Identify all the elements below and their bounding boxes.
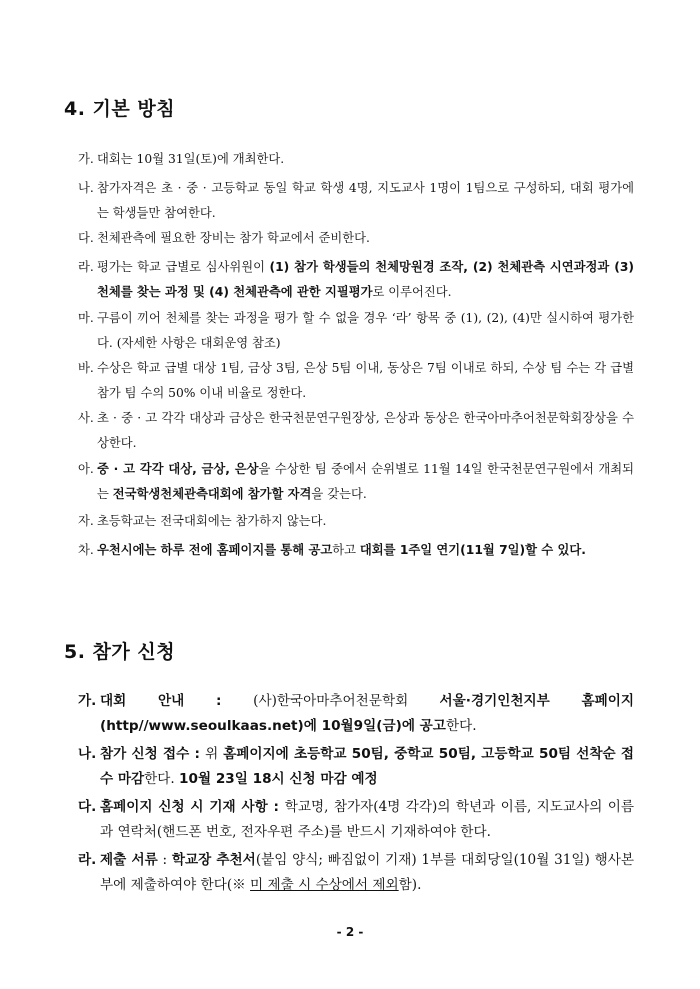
item-bold-text: 홈페이지에 초등학교 50팀, 중학교 50팀, 고등학교 50팀 선착순 접수 마감 xyxy=(100,746,635,787)
item-text: 초등학교는 전국대회에는 참가하지 않는다. xyxy=(97,514,327,528)
list-item xyxy=(78,255,634,305)
page-number: - 2 - xyxy=(336,925,364,939)
list-item xyxy=(78,795,634,845)
item-text: 구름이 끼어 천체를 찾는 과정을 평가 할 수 없을 경우 ‘라’ 항목 중 (1), (2), (4)만 실시하여 평가한다. (자세한 사항은 대회운영 참조) xyxy=(97,311,634,350)
item-text: 한다. xyxy=(445,718,477,734)
item-text: : xyxy=(157,852,172,868)
list-item xyxy=(78,848,634,898)
item-bold-text: 10월 23일 18시 신청 마감 예정 xyxy=(179,771,378,787)
list-item xyxy=(78,356,634,406)
section-4-title: 4. 기본 방침 xyxy=(64,98,176,120)
list-item xyxy=(78,147,634,172)
item-text: 함). xyxy=(398,877,422,893)
item-text: 수상은 학교 급별 대상 1팀, 금상 3팀, 은상 5팀 이내, 동상은 7팀 이내로 하되, 수상 팀 수는 각 급별 참가 팀 수의 50% 이내 비율로 정한다. xyxy=(97,361,634,400)
item-text: 초 · 중 · 고 각각 대상과 금상은 한국천문연구원장상, 은상과 동상은 한국아마추어천문학회장상을 수상한다. xyxy=(97,411,634,450)
item-text: 을 수상한 팀 중에서 순위별로 11월 14일 한국천문연구원에서 개최되는 xyxy=(97,462,634,501)
list-item xyxy=(78,742,634,792)
item-text: 참가자격은 초 · 중 · 고등학교 동일 학교 학생 4명, 지도교사 1명이 1팀으로 구성하되, 대회 평가에는 학생들만 참여한다. xyxy=(97,181,634,220)
item-underlined-text: 미 제출 시 수상에서 제외 xyxy=(250,877,399,893)
item-bold-text: 대회 안내 : xyxy=(100,693,254,709)
item-marker: 나. xyxy=(78,181,94,195)
item-marker: 자. xyxy=(78,514,94,528)
item-bold-text: 학교장 추천서 xyxy=(171,852,256,868)
item-bold-text: 서울·경기인천지부 홈페이지(http//www.seoulkaas.net)에 10월9일(금)에 공고 xyxy=(100,693,634,734)
item-marker: 나. xyxy=(78,746,97,762)
item-marker: 다. xyxy=(78,231,94,245)
item-marker: 아. xyxy=(78,462,94,476)
item-text: 하고 xyxy=(332,543,360,557)
list-item xyxy=(78,226,634,251)
item-marker: 사. xyxy=(78,411,94,425)
item-bold-text: 대회를 1주일 연기(11월 7일)할 수 있다. xyxy=(359,543,586,557)
list-item xyxy=(78,538,634,563)
item-text: 로 이루어진다. xyxy=(372,285,452,299)
list-item xyxy=(78,306,634,356)
item-text: 천체관측에 필요한 장비는 참가 학교에서 준비한다. xyxy=(97,231,370,245)
list-item xyxy=(78,406,634,456)
item-bold-text: 중 · 고 각각 대상, 금상, 은상 xyxy=(97,462,259,476)
list-item xyxy=(78,457,634,507)
item-marker: 바. xyxy=(78,361,94,375)
item-text: 을 갖는다. xyxy=(311,487,367,501)
item-marker: 가. xyxy=(78,693,97,709)
item-marker: 가. xyxy=(78,152,94,166)
item-text: 위 xyxy=(205,746,224,762)
item-marker: 다. xyxy=(78,799,97,815)
item-bold-text: 우천시에는 하루 전에 홈페이지를 통해 공고 xyxy=(97,543,333,557)
item-bold-text: 제출 서류 xyxy=(100,852,158,868)
item-text: 학교명, 참가자(4명 각각)의 학년과 이름, 지도교사의 이름과 연락처(핸드폰 번호, 전자우편 주소)를 반드시 기재하여야 한다. xyxy=(100,799,634,840)
item-text: 한다. xyxy=(144,771,180,787)
item-text: 평가는 학교 급별로 심사위원이 xyxy=(97,260,270,274)
item-text: 대회는 10월 31일(토)에 개최한다. xyxy=(97,152,285,166)
item-bold-text: 참가 신청 접수 : xyxy=(100,746,206,762)
list-item xyxy=(78,176,634,226)
item-bold-text: (1) 참가 학생들의 천체망원경 조작, (2) 천체관측 시연과정과 (3) 천체를 찾는 과정 및 (4) 천체관측에 관한 지필평가 xyxy=(97,260,634,299)
list-item xyxy=(78,689,634,739)
item-marker: 라. xyxy=(78,260,94,274)
section-5-title: 5. 참가 신청 xyxy=(64,641,176,663)
item-text: (붙임 양식; 빠짐없이 기재) 1부를 대회당일(10월 31일) 행사본부에 제출하여야 한다(※ xyxy=(100,852,635,893)
item-marker: 차. xyxy=(78,543,94,557)
item-text: (사)한국아마추어천문학회 xyxy=(253,693,440,709)
list-item xyxy=(78,509,634,534)
item-marker: 마. xyxy=(78,311,94,325)
item-bold-text: 홈페이지 신청 시 기재 사항 : xyxy=(100,799,285,815)
item-bold-text: 전국학생천체관측대회에 참가할 자격 xyxy=(112,487,312,501)
item-marker: 라. xyxy=(78,852,97,868)
